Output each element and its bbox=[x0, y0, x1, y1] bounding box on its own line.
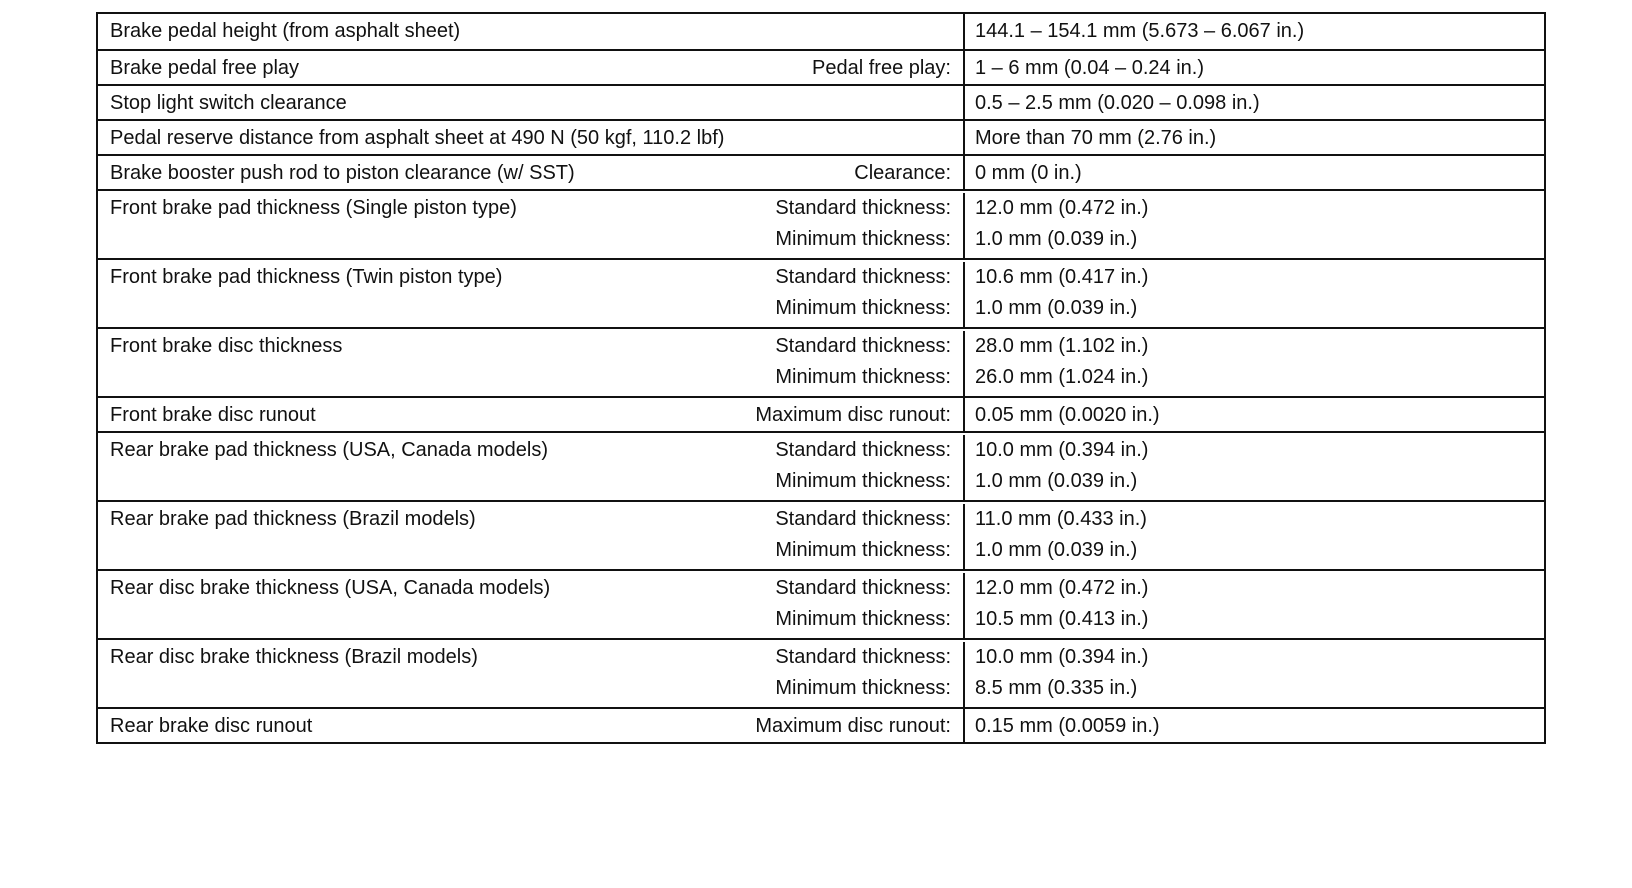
value: 12.0 mm (0.472 in.) bbox=[975, 577, 1149, 599]
value-cell bbox=[965, 398, 1544, 431]
value: 1.0 mm (0.039 in.) bbox=[975, 470, 1138, 492]
item-cell bbox=[98, 86, 965, 119]
measure-label: Maximum disc runout: bbox=[755, 404, 951, 426]
value: 1.0 mm (0.039 in.) bbox=[975, 539, 1138, 561]
measure-labels bbox=[775, 573, 951, 638]
table-row bbox=[98, 84, 1544, 119]
table-row bbox=[98, 119, 1544, 154]
measure-label: Minimum thickness: bbox=[775, 608, 951, 630]
measure-label: Minimum thickness: bbox=[775, 539, 951, 561]
measure-label: Clearance: bbox=[854, 162, 951, 184]
measure-label: Standard thickness: bbox=[775, 577, 951, 599]
value: 10.6 mm (0.417 in.) bbox=[975, 266, 1149, 288]
item-label: Brake booster push rod to piston clearance (w/ SST) bbox=[110, 162, 575, 184]
measure-label: Minimum thickness: bbox=[775, 297, 951, 319]
measure-labels bbox=[775, 504, 951, 569]
value: 10.0 mm (0.394 in.) bbox=[975, 439, 1149, 461]
value: 26.0 mm (1.024 in.) bbox=[975, 366, 1149, 388]
table-row bbox=[98, 327, 1544, 396]
table-row bbox=[98, 49, 1544, 84]
item-cell bbox=[98, 504, 965, 569]
value-cell bbox=[965, 14, 1544, 49]
item-label: Front brake disc thickness bbox=[110, 335, 343, 357]
value-cell bbox=[965, 642, 1544, 707]
measure-labels bbox=[812, 51, 951, 84]
table-row bbox=[98, 431, 1544, 500]
value: 10.0 mm (0.394 in.) bbox=[975, 646, 1149, 668]
value: 144.1 – 154.1 mm (5.673 – 6.067 in.) bbox=[975, 20, 1305, 42]
value-cell bbox=[965, 435, 1544, 500]
measure-label: Standard thickness: bbox=[775, 508, 951, 530]
measure-label: Standard thickness: bbox=[775, 439, 951, 461]
value: 0.5 – 2.5 mm (0.020 – 0.098 in.) bbox=[975, 92, 1260, 114]
item-cell bbox=[98, 398, 965, 431]
measure-label: Minimum thickness: bbox=[775, 677, 951, 699]
value: 10.5 mm (0.413 in.) bbox=[975, 608, 1149, 630]
measure-labels bbox=[755, 398, 951, 431]
measure-labels bbox=[755, 709, 951, 742]
value: More than 70 mm (2.76 in.) bbox=[975, 127, 1217, 149]
value-cell bbox=[965, 156, 1544, 189]
item-cell bbox=[98, 51, 965, 84]
item-label: Front brake pad thickness (Single piston type) bbox=[110, 197, 517, 219]
value: 0 mm (0 in.) bbox=[975, 162, 1082, 184]
item-label: Front brake disc runout bbox=[110, 404, 316, 426]
item-label: Rear disc brake thickness (Brazil models) bbox=[110, 646, 478, 668]
measure-labels bbox=[775, 331, 951, 396]
measure-label: Minimum thickness: bbox=[775, 366, 951, 388]
table-row bbox=[98, 14, 1544, 49]
value: 1.0 mm (0.039 in.) bbox=[975, 297, 1138, 319]
measure-labels bbox=[775, 435, 951, 500]
item-cell bbox=[98, 573, 965, 638]
item-label: Rear brake pad thickness (Brazil models) bbox=[110, 508, 476, 530]
table-row bbox=[98, 396, 1544, 431]
item-label: Rear brake disc runout bbox=[110, 715, 313, 737]
value-cell bbox=[965, 193, 1544, 258]
item-cell bbox=[98, 121, 965, 154]
measure-labels bbox=[775, 642, 951, 707]
value: 1.0 mm (0.039 in.) bbox=[975, 228, 1138, 250]
measure-label: Maximum disc runout: bbox=[755, 715, 951, 737]
item-label: Rear disc brake thickness (USA, Canada models) bbox=[110, 577, 551, 599]
value-cell bbox=[965, 504, 1544, 569]
item-cell bbox=[98, 642, 965, 707]
value: 12.0 mm (0.472 in.) bbox=[975, 197, 1149, 219]
measure-label: Minimum thickness: bbox=[775, 470, 951, 492]
measure-label: Minimum thickness: bbox=[775, 228, 951, 250]
value-cell bbox=[965, 573, 1544, 638]
measure-label: Standard thickness: bbox=[775, 197, 951, 219]
value-cell bbox=[965, 121, 1544, 154]
table-row bbox=[98, 258, 1544, 327]
value-cell bbox=[965, 709, 1544, 742]
value: 11.0 mm (0.433 in.) bbox=[975, 508, 1147, 530]
table-row bbox=[98, 707, 1544, 742]
measure-label: Standard thickness: bbox=[775, 335, 951, 357]
value: 0.05 mm (0.0020 in.) bbox=[975, 404, 1160, 426]
item-label: Brake pedal free play bbox=[110, 57, 300, 79]
value-cell bbox=[965, 262, 1544, 327]
measure-labels bbox=[775, 262, 951, 327]
measure-label: Standard thickness: bbox=[775, 646, 951, 668]
item-cell bbox=[98, 156, 965, 189]
table-row bbox=[98, 638, 1544, 707]
value-cell bbox=[965, 331, 1544, 396]
measure-labels bbox=[775, 193, 951, 258]
item-cell bbox=[98, 435, 965, 500]
item-label: Rear brake pad thickness (USA, Canada models) bbox=[110, 439, 548, 461]
item-label: Brake pedal height (from asphalt sheet) bbox=[110, 20, 461, 42]
measure-labels bbox=[854, 156, 951, 189]
value: 1 – 6 mm (0.04 – 0.24 in.) bbox=[975, 57, 1205, 79]
value: 28.0 mm (1.102 in.) bbox=[975, 335, 1149, 357]
item-cell bbox=[98, 331, 965, 396]
table-row bbox=[98, 569, 1544, 638]
value: 8.5 mm (0.335 in.) bbox=[975, 677, 1138, 699]
item-cell bbox=[98, 709, 965, 742]
value-cell bbox=[965, 86, 1544, 119]
item-cell bbox=[98, 193, 965, 258]
spec-table bbox=[96, 12, 1546, 744]
measure-label: Pedal free play: bbox=[812, 57, 951, 79]
item-cell bbox=[98, 14, 965, 49]
table-row bbox=[98, 500, 1544, 569]
item-label: Stop light switch clearance bbox=[110, 92, 347, 114]
item-label: Front brake pad thickness (Twin piston type) bbox=[110, 266, 503, 288]
table-row bbox=[98, 154, 1544, 189]
table-row bbox=[98, 189, 1544, 258]
value: 0.15 mm (0.0059 in.) bbox=[975, 715, 1160, 737]
item-cell bbox=[98, 262, 965, 327]
measure-label: Standard thickness: bbox=[775, 266, 951, 288]
value-cell bbox=[965, 51, 1544, 84]
item-label: Pedal reserve distance from asphalt sheet at 490 N (50 kgf, 110.2 lbf) bbox=[110, 127, 725, 149]
